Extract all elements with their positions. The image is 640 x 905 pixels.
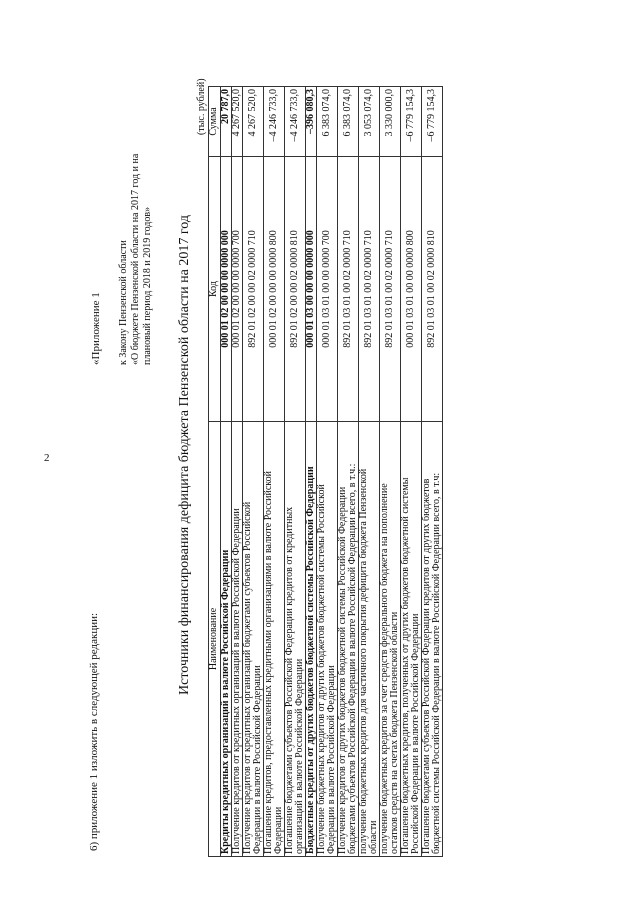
cell-name [232, 422, 243, 857]
cell-name-line: Получение бюджетных кредитов от других бюджетов бюджетной системы Российской [316, 484, 327, 854]
cell-name-line: Кредиты кредитных организаций в валюте Российской Федерации [220, 549, 231, 854]
cell-name [306, 422, 317, 857]
table-row [380, 87, 401, 857]
cell-name-line: остатков средств на счетах бюджета Пензенской области [389, 611, 400, 854]
table-row [232, 87, 243, 857]
cell-amount: 3 053 074,0 [359, 87, 380, 157]
intro-text: 6) приложение 1 изложить в следующей редакции: [88, 612, 100, 851]
law-reference [118, 154, 154, 365]
law-reference-line: к Закону Пензенской области [118, 240, 129, 365]
cell-name-line: Получение кредитов от кредитных организаций в валюте Российской Федерации [231, 508, 242, 854]
cell-name [422, 422, 443, 857]
cell-code: 892 01 02 00 00 02 0000 710 [243, 157, 264, 422]
cell-code: 892 01 03 01 00 02 0000 810 [422, 157, 443, 422]
header-amount: Сумма [209, 87, 221, 157]
cell-amount: 6 383 074,0 [317, 87, 338, 157]
cell-name-line: бюджетной системы Российской Федерации в валюте Российской Федерации всего, в т.ч: [431, 472, 442, 854]
cell-amount: –4 246 733,0 [285, 87, 306, 157]
cell-name-line: организаций в валюте Российской Федерации [294, 658, 305, 854]
cell-code: 000 01 03 01 00 00 0000 800 [401, 157, 422, 422]
cell-code: 000 01 02 00 00 00 0000 000 [221, 157, 232, 422]
cell-amount: –396 080,3 [306, 87, 317, 157]
cell-name-line: Бюджетные кредиты от других бюджетов бюджетной системы Российской Федерации [305, 466, 316, 854]
cell-name-line: получение бюджетных кредитов за счет средств федерального бюджета на пополнение [379, 483, 390, 854]
table-row [264, 87, 285, 857]
cell-amount: 6 383 074,0 [338, 87, 359, 157]
cell-amount: 3 330 000,0 [380, 87, 401, 157]
cell-name [317, 422, 338, 857]
appendix-label: «Приложение 1 [90, 292, 102, 365]
cell-name [380, 422, 401, 857]
page-number: 2 [44, 452, 50, 464]
cell-name [264, 422, 285, 857]
cell-code: 892 01 03 01 00 02 0000 710 [359, 157, 380, 422]
cell-name-line: бюджетами субъектов Российской Федерации в валюте Российской Федерации всего, в т.ч.: [347, 463, 358, 854]
cell-code: 892 01 03 01 00 02 0000 710 [338, 157, 359, 422]
financing-table-wrapper [208, 87, 443, 857]
cell-code: 000 01 03 00 00 00 0000 000 [306, 157, 317, 422]
cell-name-line: Федерации в валюте Российской Федерации [326, 665, 337, 854]
cell-name-line: Федерации [273, 806, 284, 854]
cell-amount: –4 246 733,0 [264, 87, 285, 157]
table-row [306, 87, 317, 857]
cell-amount: –6 779 154,3 [422, 87, 443, 157]
table-row [285, 87, 306, 857]
cell-name-line: Российской Федерации в валюте Российской Федерации [410, 613, 421, 854]
units-label: (тыс. рублей) [196, 78, 207, 135]
header-name: Наименование [209, 422, 221, 857]
cell-amount: 20 787,0 [221, 87, 232, 157]
law-reference-line: плановый период 2018 и 2019 годов» [142, 206, 153, 365]
table-row [317, 87, 338, 857]
cell-amount: 4 267 520,0 [243, 87, 264, 157]
table-row [359, 87, 380, 857]
cell-name-line: области [368, 820, 379, 854]
cell-name-line: Погашение бюджетами субъектов Российской Федерации кредитов от кредитных [284, 506, 295, 854]
cell-code: 000 01 03 01 00 00 0000 700 [317, 157, 338, 422]
cell-name-line: Получение кредитов от других бюджетов бюджетной системы Российской Федерации [337, 486, 348, 854]
table-row [221, 87, 232, 857]
table-row [243, 87, 264, 857]
cell-name [338, 422, 359, 857]
table-row [422, 87, 443, 857]
cell-name-line: Федерации в валюте Российской Федерации [252, 665, 263, 854]
cell-name-line: Погашение бюджетами субъектов Российской Федерации кредитов от других бюджетов [421, 478, 432, 854]
cell-name [401, 422, 422, 857]
cell-code: 000 01 02 00 00 00 0000 800 [264, 157, 285, 422]
cell-name-line: получение бюджетных кредитов для частичного покрытия дефицита бюджета Пензенской [358, 468, 369, 854]
cell-amount: –6 779 154,3 [401, 87, 422, 157]
cell-amount: 4 267 520,0 [232, 87, 243, 157]
document-title: Источники финансирования дефицита бюджета Пензенской области на 2017 год [177, 215, 192, 695]
table-row [401, 87, 422, 857]
cell-code: 892 01 03 01 00 02 0000 710 [380, 157, 401, 422]
table-row [338, 87, 359, 857]
table-header-row [209, 87, 221, 857]
cell-name [221, 422, 232, 857]
cell-name-line: Получение кредитов от кредитных организаций бюджетами субъектов Российской [242, 501, 253, 854]
cell-name [359, 422, 380, 857]
cell-name-line: Погашение кредитов, предоставленных кредитными организациями в валюте Российской [263, 470, 274, 854]
cell-name [285, 422, 306, 857]
header-code: Код [209, 157, 221, 422]
cell-code: 000 01 02 00 00 00 0000 700 [232, 157, 243, 422]
cell-code: 892 01 02 00 00 02 0000 810 [285, 157, 306, 422]
law-reference-line: «О бюджете Пензенской области на 2017 год и на [130, 153, 141, 365]
cell-name-line: Погашение бюджетных кредитов, полученных от других бюджетов бюджетной системы [400, 477, 411, 854]
cell-name [243, 422, 264, 857]
financing-table [208, 86, 443, 857]
table-body [221, 87, 443, 857]
